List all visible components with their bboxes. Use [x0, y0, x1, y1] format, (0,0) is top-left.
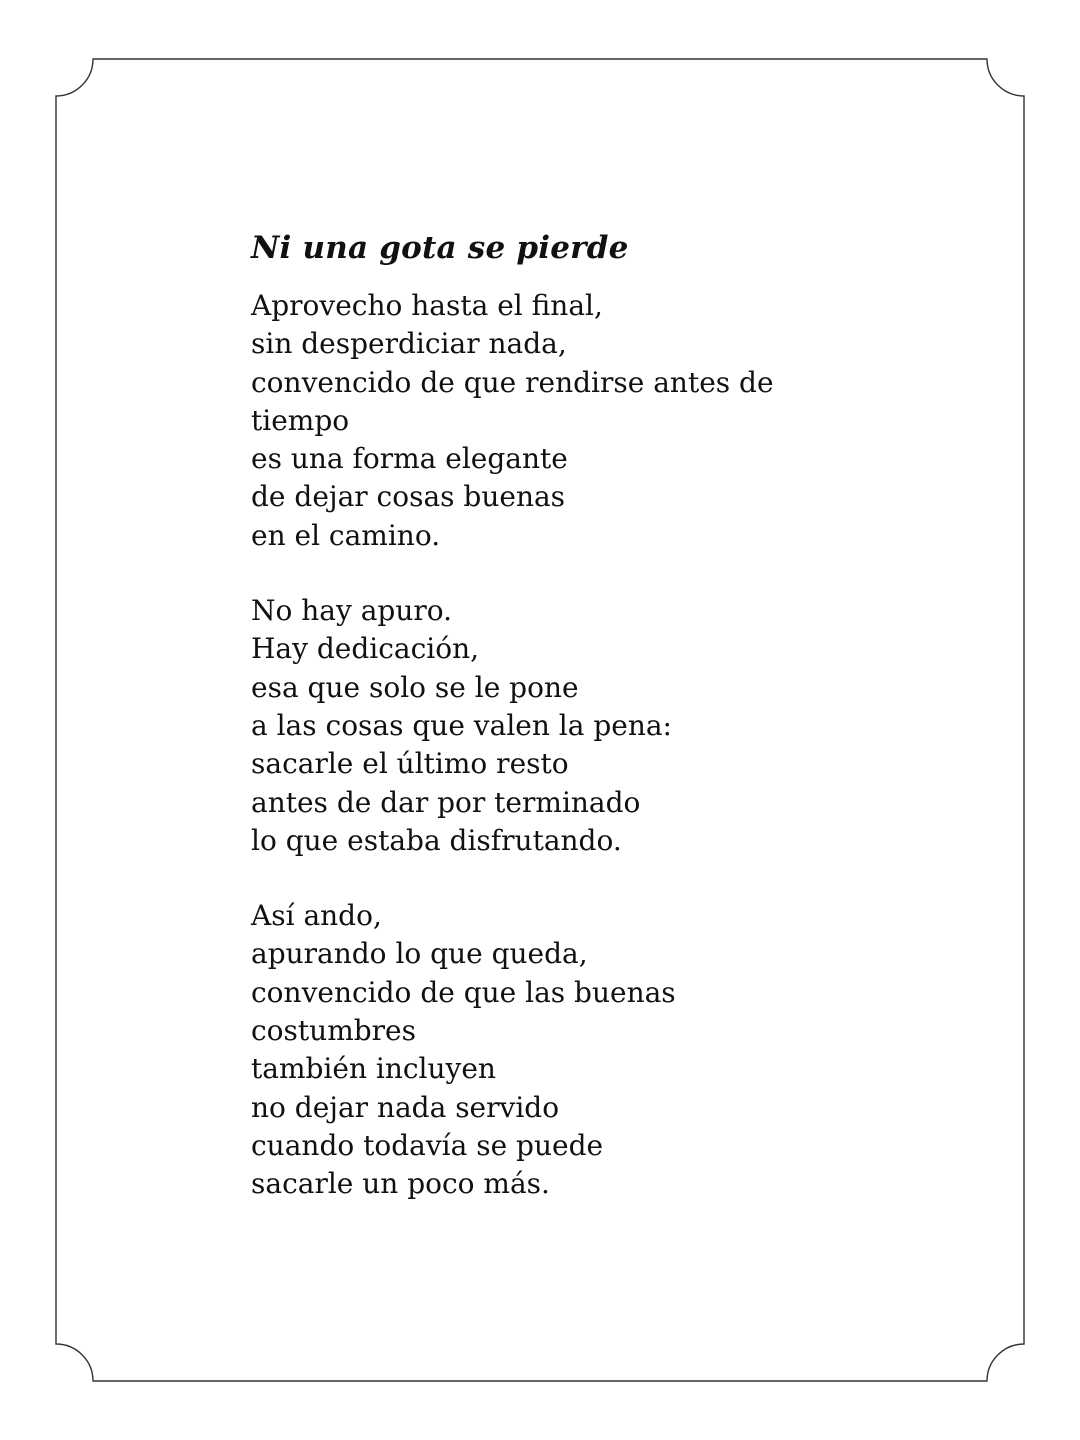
poem-line: convencido de que rendirse antes de — [251, 365, 774, 399]
poem-line: de dejar cosas buenas — [251, 480, 566, 514]
poem-line: en el camino. — [251, 518, 441, 552]
poem-body — [251, 287, 951, 1204]
poem-title: Ni una gota se pierde — [251, 230, 629, 266]
poem-line: No hay apuro. — [251, 594, 453, 628]
poem-line: costumbres — [251, 1014, 416, 1048]
stanza — [251, 897, 951, 1203]
poem-line: esa que solo se le pone — [251, 670, 579, 704]
poem-line: sacarle el último resto — [251, 747, 569, 781]
poem-line: Así ando, — [251, 899, 382, 933]
poem — [251, 226, 951, 1241]
poem-line: lo que estaba disfrutando. — [251, 823, 622, 857]
poem-line: a las cosas que valen la pena: — [251, 708, 672, 742]
poem-line: no dejar nada servido — [251, 1090, 560, 1124]
stanza — [251, 592, 951, 860]
poem-line: Hay dedicación, — [251, 632, 480, 666]
poem-line: también incluyen — [251, 1052, 496, 1086]
poem-line: es una forma elegante — [251, 442, 568, 476]
poem-line: tiempo — [251, 403, 350, 437]
stanza — [251, 287, 951, 555]
poem-line: Aprovecho hasta el final, — [251, 289, 603, 322]
poem-line: sin desperdiciar nada, — [251, 327, 567, 361]
poem-line: cuando todavía se puede — [251, 1128, 604, 1162]
poem-line: antes de dar por terminado — [251, 785, 641, 819]
poem-line: convencido de que las buenas — [251, 975, 676, 1009]
poem-line: sacarle un poco más. — [251, 1167, 550, 1201]
poem-line: apurando lo que queda, — [251, 937, 588, 971]
